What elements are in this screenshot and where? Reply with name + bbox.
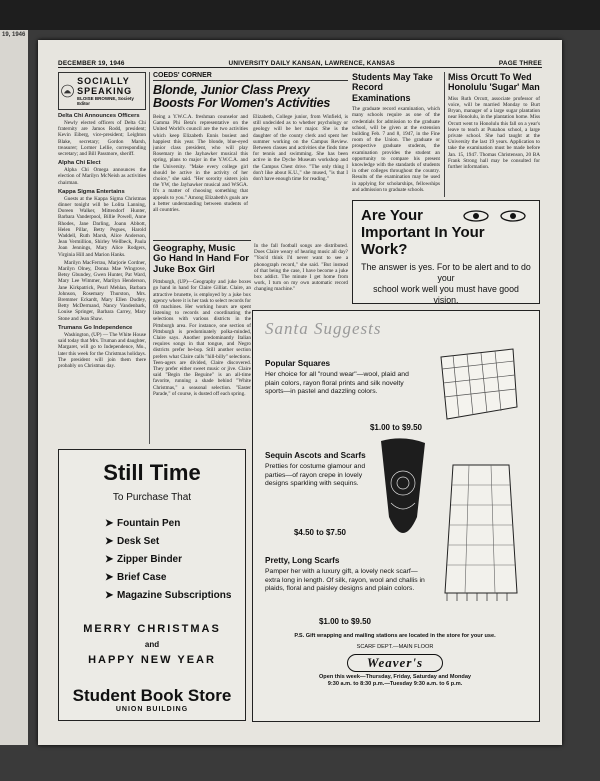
social-item-body: Marilyn MacFerrau, Marjorie Cordner, Marilyn Olney, Donna Mae Wingrove, Betsy Gbundey, Gwen Hunter, Pat Ward, Mary Lee Wimmer, Marilyn Henderson, Jane Kirkpatrick, Pearl Mehlan, Barbara Johnson, Rosemary Thurston, Mrs. Bremmer Eckardt, Mary Ellen Dudley, Betty McDermand, Nancy Vandenbark, Louise Springer, Barbara Carrey, Mary Stone and Jean Shaw. [58,259,146,322]
coeds-headline: Blonde, Junior Class Prexy Boosts For Women's Activities [153,83,331,110]
arrow-bullet-icon: ➤ [105,590,114,601]
social-byline: ELOISE BROWNE, Society Editor [77,96,134,106]
coeds-body-right: Elizabeth, College junior, from Winfield, is still undecided as to whether psychology or geology will be her major. She is the daughter of the county clerk and spent her summer working on the Campus Review. Between classes and activities she finds time for tennis and swimming. She has been active in the Dyche Museum workshop and the Campus Chest drive. "The only thing I don't like about K.U.," she mused, "is that I don't have enough time for reading." [253,114,348,183]
arrow-bullet-icon: ➤ [105,572,114,583]
social-item-head: Kappa Sigma Entertains [58,188,125,195]
header-page: PAGE THREE [498,60,542,67]
eyes-icon [461,209,531,223]
bookstore-item-list [65,515,239,605]
optical-ad [352,200,540,304]
records-headline: Students May Take Record Examinations [352,72,433,103]
optical-question-1: Are Your [361,207,423,224]
bookstore-item: ➤ Desk Set [105,533,239,551]
social-item-body: Alpha Chi Omega announces the election of Marilyn McNeish as activities chairman. [58,167,146,186]
plaid-scarf-illustration [433,347,521,421]
optical-question-2: Important In Your Work? [361,224,485,258]
orcutt-headline: Miss Orcutt To Wed Honolulu 'Sugar' Man [448,72,540,93]
long-scarf-illustration [439,461,523,603]
social-item-body: Newly elected officers of Delta Chi fraternity are Jamos Rodd, president; Kevin Eiberg, vice-president; Leighton Blake, secretary; Gordon Marsh, treasurer; Lormer Lellie, corresponding secretary; and Bill Passmore, sheriff. [58,120,146,158]
jukebox-body: Pittsburgh, (UP)—Geography and juke boxes go hand in hand for Claire Gilliat. Claire, an attractive brunette, is employed by a juke box agency where it is her task to select records for 69 machines. Her working hours are spent listening to records and coordinating the selections with various districts in the Pittsburgh area. For instance, one section of Pittsburgh is predominately polka-minded, Claire says. Another predominantly Italian requires songs in that tongue, and Negro districts prefer be-bop. Still another section prefers what Claire calls "hill-billy" selections. Teen-agers are divided, Claire discovered. They prefer either sweet music or jive. Claire said "Begin the Beguine" is an all-time favorite, running a shade behind "White Christmas," a seasonal selection. "Easter Parade," of course, is dusted off each spring. [153,279,251,397]
greeting-and: and [144,640,160,649]
coeds-body-left: Being a Y.W.C.A. freshman counselor and Gamma Phi Beta's representative on the United World's council are the two activities which keep Elizabeth Ennis busiest and happiest this year. The blonde, blue-eyed junior class president, who will play Rosemary in the Jayhawker musical this spring, plans to major in the Y.W.C.A. and the University. "Make every college girl should be active in the activity of her choice," she said. "Her sorority sisters join the YW, the Jayhawker musical and WSGA. It's a matter of choosing something that appeals to you." Among Elizabeth's goals are a better understanding between students of all countries. [153,114,248,214]
optical-body-2: school work well you must have good vision. [373,284,519,305]
ad-item-head: Sequin Ascots and Scarfs [265,451,366,460]
weavers-logo: Weaver's [347,654,443,672]
coeds-corner [153,72,348,237]
weavers-dept: SCARF DEPT.—MAIN FLOOR [356,644,434,651]
header-date: DECEMBER 19, 1946 [58,60,125,67]
arrow-bullet-icon: ➤ [105,536,114,547]
binder-strip [0,0,600,30]
ad-item-body: Pretties for costume glamour and parties—of rayon crepe in lovely designs sparkling with sequins. [265,463,366,488]
jukebox-story [153,240,251,445]
optical-body-1: The answer is yes. For to be alert and to do your [361,262,531,283]
weavers-title: Santa Suggests [265,319,382,338]
truman-head: Trumans Go Independence [58,324,133,331]
social-item-head: Alpha Chi Elect [58,160,101,167]
weavers-hours-1: Open this week—Thursday, Friday, Saturday and Monday [318,673,472,680]
social-column [58,72,150,444]
social-item-body: Guests at the Kappa Sigma Christmas dinner tonight will be Lolita Lanning, Doreen Walker, Mittendorf Hunter, Barbara Vanderpool, Billie Powell, Anne Rhodes, Jane Darling, Joann Abbott, Helen Pillar, Betty Pegues, Harold Waddell, Ruth Marsh, Alice Anderson, Jean Vermillion, Shirley Wellbeck, Paula Joan Jennings, Mary Alice Rodgers, Virginia Hill and Marion Hanks. [58,195,146,258]
records-body: The graduate record examination, which many schools require as one of the credentials for admission to the graduate school, will be given at the extension building Feb. 7 and 8, 1947, in the Fine room of the Union. The graduate or prospective graduate students, the examination provides the student an opportunity to compare his present knowledge with the standards of students in other colleges throughout the country. Results of the examination may be used in applying for scholarships, fellowships and admission to graduate schools. [352,106,440,193]
bookstore-item: ➤ Zipper Binder [105,551,239,569]
ad-item-price: $4.50 to $7.50 [293,528,347,537]
ad-item-price: $1.00 to $9.50 [369,423,423,432]
arrow-bullet-icon: ➤ [105,518,114,529]
sequin-ascot-illustration [371,433,435,553]
society-logo-icon [61,80,74,102]
truman-body: Washington, (UP) — The White House said today that Mrs. Truman and daughter, Margaret, will go to Independence, Mo., later this week for the Christmas holidays. The president will join them there probably on Christmas day. [58,331,146,369]
header-paper: UNIVERSITY DAILY KANSAN, LAWRENCE, KANSAS [228,60,395,67]
records-story [352,72,440,197]
bookstore-item: ➤ Brief Case [105,569,239,587]
coeds-kicker: COEDS' CORNER [153,72,348,81]
ad-item-head: Pretty, Long Scarfs [265,556,340,565]
bookstore-item: ➤ Fountain Pen [105,515,239,533]
previous-page-date: 19, 1946 [2,32,26,38]
jukebox-headline: Geography, Music Go Hand In Hand For Juke Box Girl [153,243,249,275]
greeting-christmas: MERRY CHRISTMAS [83,623,221,635]
weavers-ps: P.S. Gift wrapping and mailing stations are located in the store for your use. [294,633,496,639]
bookstore-title: Still Time [103,460,201,485]
store-name: Student Book Store [72,686,232,705]
social-title: SOCIALLY SPEAKING [77,76,133,96]
ad-item-head: Popular Squares [265,359,331,368]
ad-item-price: $1.00 to $9.50 [318,617,372,626]
orcutt-body: Miss Ruth Orcutt, associate professor of voice, will be married Monday to Burt Bryan, manager of a large sugar plantation near Honolulu, in the plantation home. Miss Orcutt went to Honolulu this fall on a year's leave to teach at Punahou school, a large private school. She had taught at the University the last 19 years. Application to take the examination must be made before Jan. 15, 1947. Thomas Christenson, 20 BA Frank Strong hall may be consulted for further information. [448,95,540,171]
greeting-new-year: HAPPY NEW YEAR [88,654,216,666]
bookstore-item: ➤ Magazine Subscriptions [105,587,239,605]
ad-item-body: Her choice for all "round wear"—wool, plaid and plain colors, rayon floral prints and silk novelty sports—in pastel and dazzling colors. [265,371,409,396]
page-header [58,54,542,68]
weavers-ad [252,310,540,722]
ad-item-body: Pamper her with a luxury gift, a lovely neck scarf—extra long in length. Of silk, rayon, wool and challis in plaids, floral and paisley designs and plain colors. [265,568,425,593]
jukebox-continued: In the fall football songs are distributed. Does Claire weary of hearing music all day? "You'd think I'd never want to see a phonograph record," she said. "But instead of that being the case, I have become a juke box addict. The minute I get home from work, I turn on my own automatic record changing machine." [254,243,348,293]
previous-page-edge [0,30,28,745]
social-banner [58,72,146,110]
arrow-bullet-icon: ➤ [105,554,114,565]
bookstore-ad [58,449,246,721]
bookstore-subtitle: To Purchase That [112,492,192,503]
orcutt-story [444,72,540,197]
social-item-head: Delta Chi Announces Officers [58,113,140,119]
store-location: UNION BUILDING [115,706,189,713]
weavers-hours-2: 9:30 a.m. to 8:30 p.m.—Tuesday 9:30 a.m. to 6 p.m. [327,681,463,688]
